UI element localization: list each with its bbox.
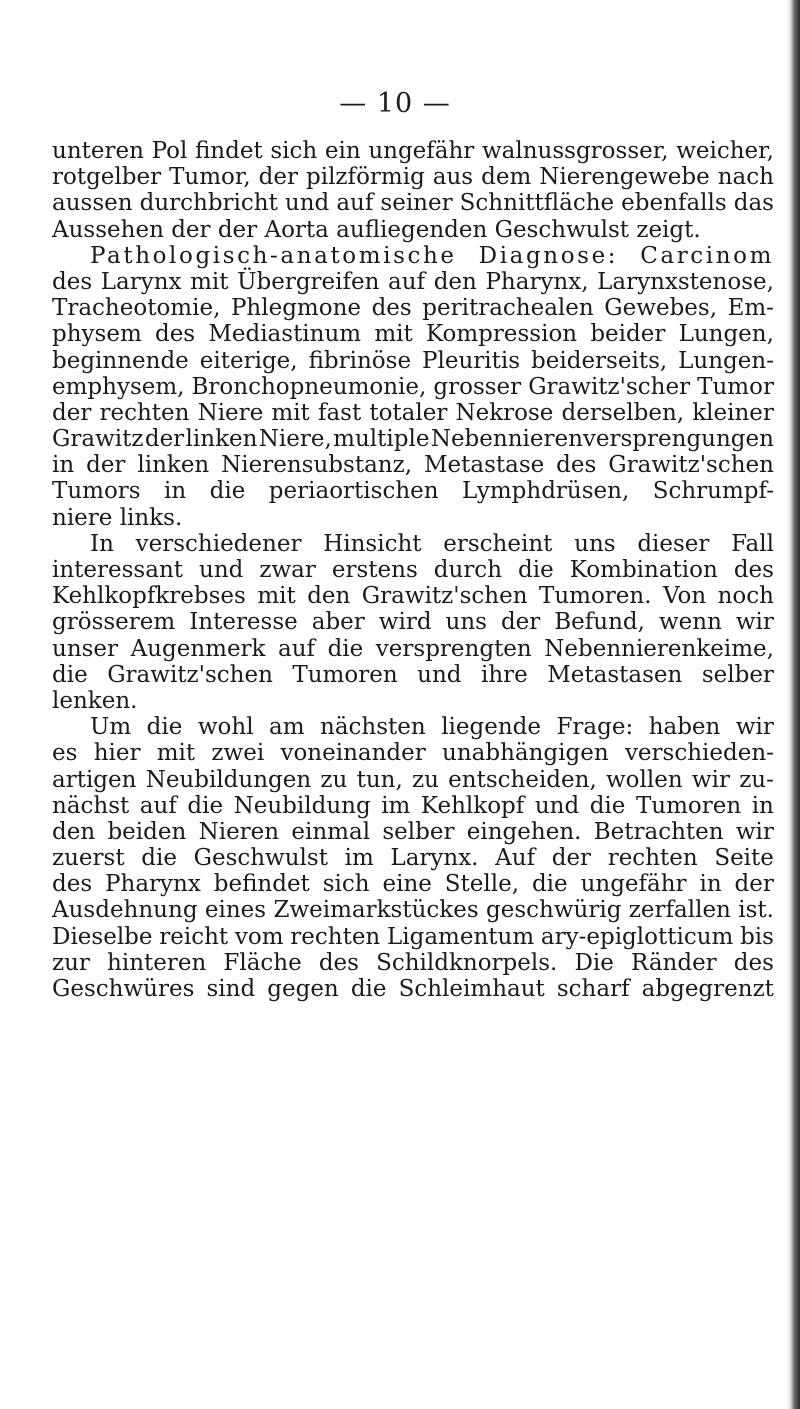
text-line: emphysem, Bronchopneumonie, grosser Grawitz'scher Tumor <box>52 373 774 400</box>
text-line: in der linken Nierensubstanz, Metastase des Grawitz'schen <box>52 452 774 479</box>
text-line: den beiden Nieren einmal selber eingehen. Betrachten wir <box>52 818 774 845</box>
text-line: niere links. <box>52 504 183 531</box>
text-line: Aussehen der der Aorta aufliegenden Geschwulst zeigt. <box>52 216 701 243</box>
text-line: Kehlkopfkrebses mit den Grawitz'schen Tumoren. Von noch <box>52 583 774 610</box>
text-line: In verschiedener Hinsicht erscheint uns dieser Fall <box>90 530 774 557</box>
text-line: interessant und zwar erstens durch die Kombination des <box>52 557 774 583</box>
text-line: nächst auf die Neubildung im Kehlkopf und die Tumoren in <box>52 792 774 819</box>
text-line: beginnende eiterige, fibrinöse Pleuritis beiderseits, Lungen- <box>52 347 774 374</box>
text-line: lenken. <box>52 687 138 714</box>
text-line: unteren Pol findet sich ein ungefähr walnussgrosser, weicher, <box>52 138 774 164</box>
text-line: des Pharynx befindet sich eine Stelle, die ungefähr in der <box>52 871 774 898</box>
text-line: Tracheotomie, Phlegmone des peritrachealen Gewebes, Em- <box>52 295 774 322</box>
text-line: Um die wohl am nächsten liegende Frage: haben wir <box>90 714 774 741</box>
text-line: der rechten Niere mit fast totaler Nekrose derselben, kleiner <box>52 399 774 426</box>
text-line: Ausdehnung eines Zweimarkstückes geschwürig zerfallen ist. <box>52 897 774 924</box>
text-line: aussen durchbricht und auf seiner Schnittfläche ebenfalls das <box>52 190 774 217</box>
text-line: Grawitz der linken Niere, multiple Nebennierenversprengungen <box>52 426 774 453</box>
text-line: artigen Neubildungen zu tun, zu entscheiden, wollen wir zu- <box>52 766 774 793</box>
text-line: Pathologisch-anatomische Diagnose: Carcinom <box>90 242 774 269</box>
body-text <box>52 138 774 1002</box>
text-line: die Grawitz'schen Tumoren und ihre Metastasen selber <box>52 661 774 688</box>
text-line: zuerst die Geschwulst im Larynx. Auf der rechten Seite <box>52 845 774 872</box>
text-line: physem des Mediastinum mit Kompression beider Lungen, <box>52 321 774 348</box>
text-line: Dieselbe reicht vom rechten Ligamentum ary-epiglotticum bis <box>52 923 774 950</box>
text-line: zur hinteren Fläche des Schildknorpels. Die Ränder des <box>52 949 774 976</box>
text-line: es hier mit zwei voneinander unabhängigen verschieden- <box>52 740 774 767</box>
page-number: — 10 — <box>339 88 451 119</box>
text-line: des Larynx mit Übergreifen auf den Pharynx, Larynxstenose, <box>52 268 774 295</box>
text-line: rotgelber Tumor, der pilzförmig aus dem Nierengewebe nach <box>52 164 774 191</box>
text-line: unser Augenmerk auf die versprengten Nebennierenkeime, <box>52 635 774 662</box>
text-line: Geschwüres sind gegen die Schleimhaut scharf abgegrenzt <box>52 976 774 1002</box>
text-line: Tumors in die periaortischen Lymphdrüsen, Schrumpf- <box>52 478 774 505</box>
page-edge-shadow <box>786 0 800 1409</box>
text-line: grösserem Interesse aber wird uns der Befund, wenn wir <box>52 609 774 636</box>
